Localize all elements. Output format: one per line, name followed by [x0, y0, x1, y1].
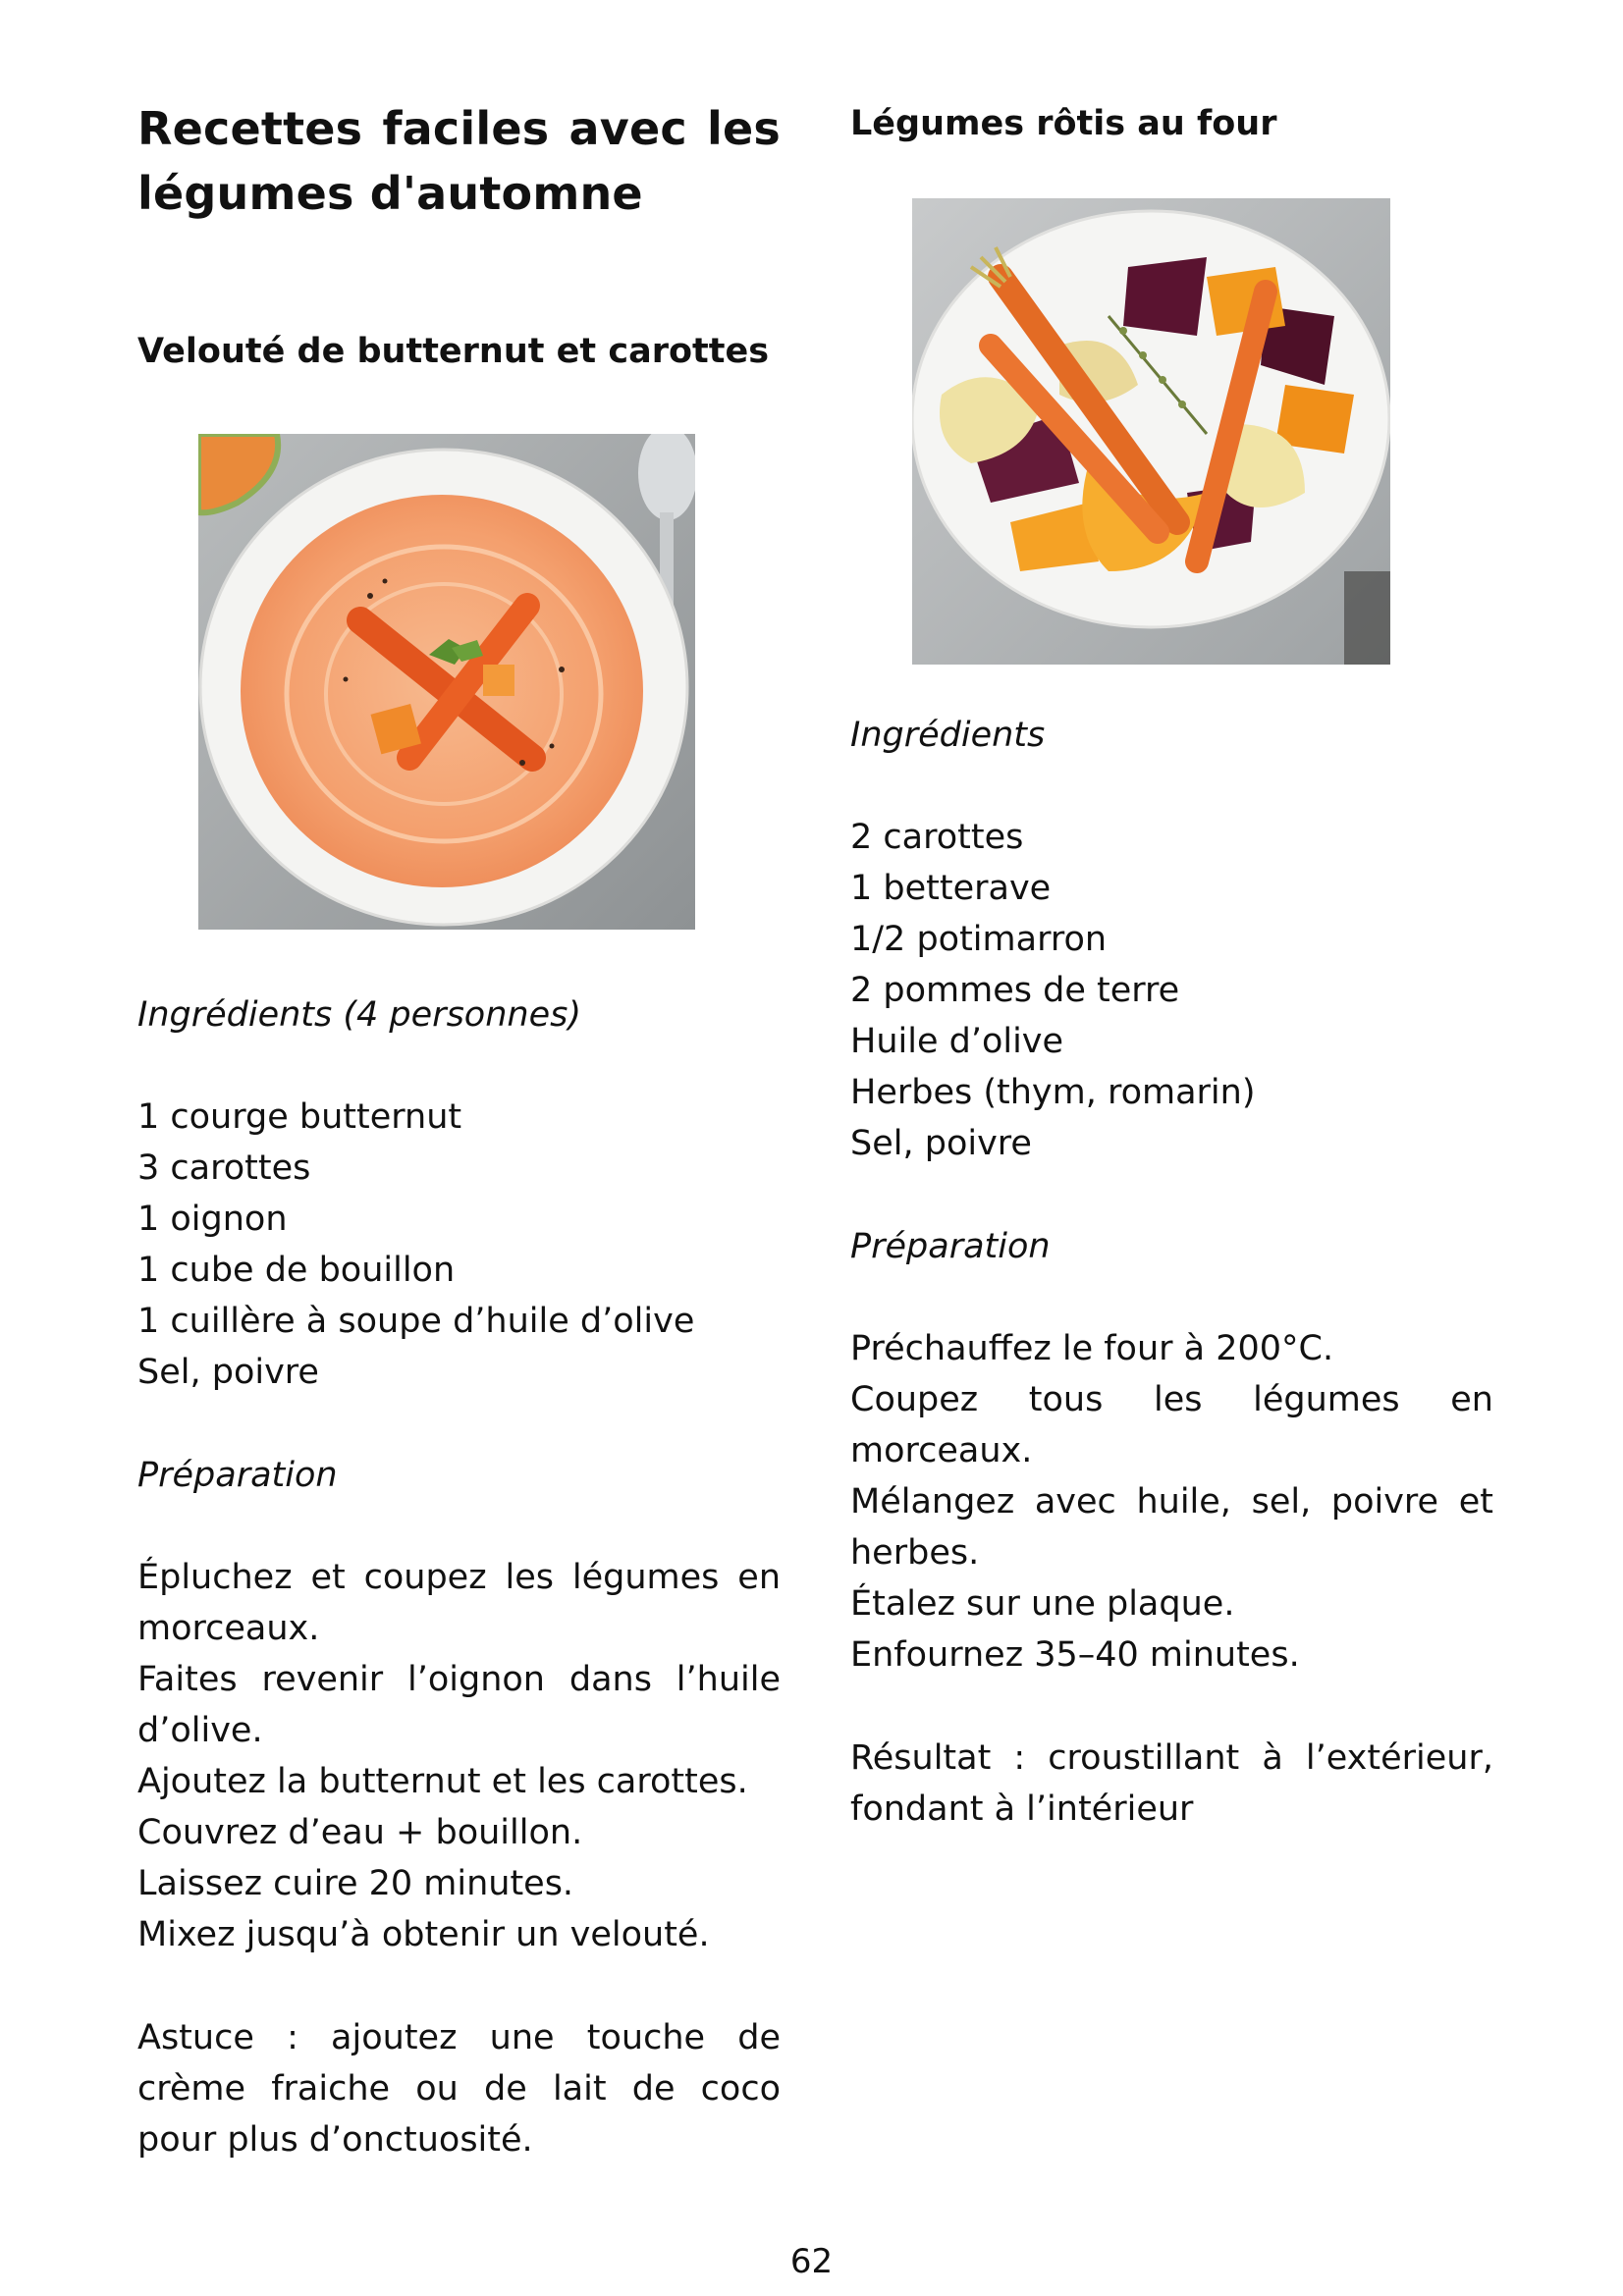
ingredient-item: 1/2 potimarron	[850, 920, 1108, 959]
ingredients-list-veloute	[137, 1092, 781, 1398]
step-item: Enfournez 35–40 minutes.	[850, 1635, 1300, 1675]
step-item: Préchauffez le four à 200°C.	[850, 1329, 1334, 1368]
ingredient-item: 1 cube de bouillon	[137, 1251, 456, 1290]
ingredient-item: Sel, poivre	[137, 1353, 319, 1392]
recipe-title-legumes-rotis: Légumes rôtis au four	[850, 104, 1277, 143]
ingredients-label-legumes: Ingrédients	[850, 716, 1046, 755]
soup-photo	[198, 434, 695, 930]
ingredient-item: 2 pommes de terre	[850, 971, 1180, 1010]
step-item: Ajoutez la butternut et les carottes.	[137, 1762, 748, 1801]
roasted-vegetables-photo	[912, 198, 1390, 665]
ingredient-item: 3 carottes	[137, 1148, 311, 1188]
ingredients-label-veloute: Ingrédients (4 personnes)	[137, 995, 582, 1035]
step-item: Coupez tous les légumes en morceaux.	[850, 1380, 1493, 1470]
tip-text: Astuce : ajoutez une touche de crème fraiche ou de lait de coco pour plus d’onctuosité.	[137, 2018, 781, 2160]
steps-list-legumes	[850, 1323, 1493, 1681]
ingredient-item: 2 carottes	[850, 818, 1024, 857]
step-item: Épluchez et coupez les légumes en morceaux.	[137, 1558, 781, 1648]
step-item: Mélangez avec huile, sel, poivre et herbes.	[850, 1482, 1493, 1573]
preparation-label-veloute: Préparation	[137, 1456, 338, 1495]
page-title: Recettes faciles avec les légumes d'automne	[137, 102, 781, 220]
steps-list-veloute	[137, 1552, 781, 1960]
ingredient-item: 1 oignon	[137, 1200, 288, 1239]
step-item: Mixez jusqu’à obtenir un velouté.	[137, 1915, 710, 1954]
step-item: Faites revenir l’oignon dans l’huile d’olive.	[137, 1660, 781, 1750]
ingredient-item: 1 courge butternut	[137, 1097, 462, 1137]
ingredient-item: 1 betterave	[850, 869, 1052, 908]
ingredients-list-legumes	[850, 812, 1493, 1169]
step-item: Étalez sur une plaque.	[850, 1584, 1235, 1624]
ingredient-item: Sel, poivre	[850, 1124, 1032, 1163]
ingredient-item: Huile d’olive	[850, 1022, 1064, 1061]
recipe-title-veloute: Velouté de butternut et carottes	[137, 332, 770, 371]
step-item: Couvrez d’eau + bouillon.	[137, 1813, 583, 1852]
page-number: 62	[789, 2242, 834, 2281]
preparation-label-legumes: Préparation	[850, 1227, 1051, 1266]
step-item: Laissez cuire 20 minutes.	[137, 1864, 574, 1903]
ingredient-item: Herbes (thym, romarin)	[850, 1073, 1256, 1112]
result-text: Résultat : croustillant à l’extérieur, fondant à l’intérieur	[850, 1738, 1493, 1829]
ingredient-item: 1 cuillère à soupe d’huile d’olive	[137, 1302, 695, 1341]
